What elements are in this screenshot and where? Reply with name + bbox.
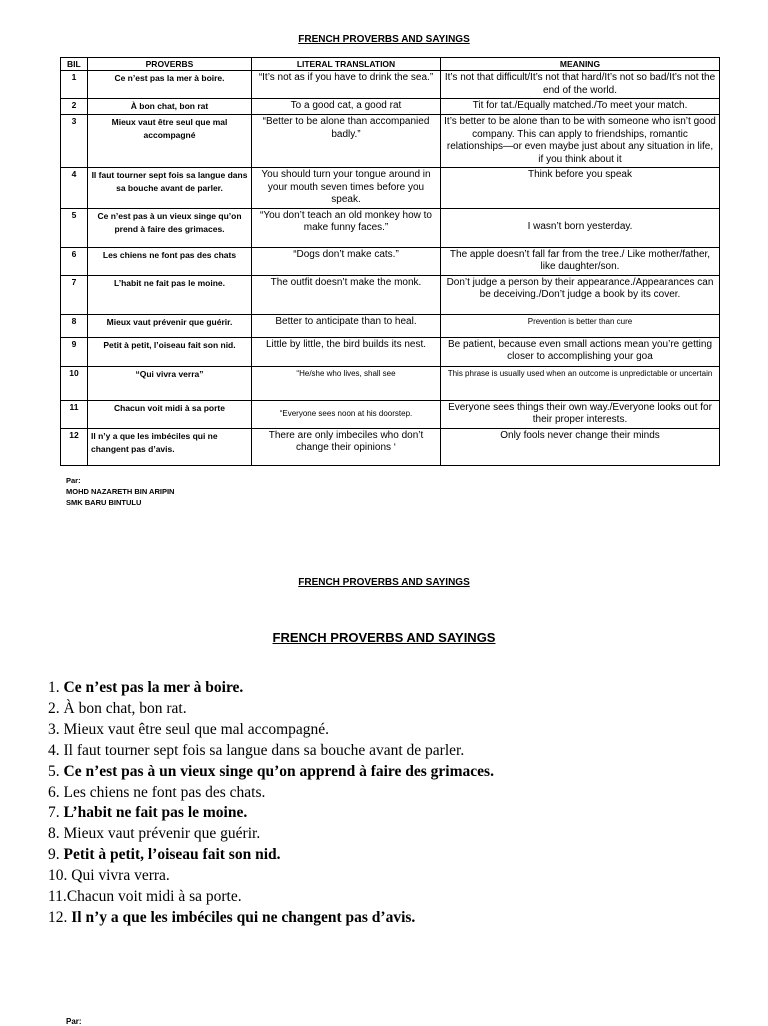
literal-cell: Better to anticipate than to heal. bbox=[252, 314, 441, 337]
list-item: 4. Il faut tourner sept fois sa langue dans sa bouche avant de parler. bbox=[48, 741, 465, 759]
literal-cell: “Everyone sees noon at his doorstep. bbox=[252, 400, 441, 428]
row-number: 5 bbox=[61, 208, 88, 247]
meaning-cell: Only fools never change their minds bbox=[441, 428, 720, 465]
literal-cell: “You don’t teach an old monkey how to make funny faces.” bbox=[252, 208, 441, 247]
table-row bbox=[61, 99, 720, 115]
table-header-row bbox=[61, 58, 720, 71]
proverb-cell: Ce n’est pas à un vieux singe qu’on prend à faire des grimaces. bbox=[88, 208, 252, 247]
meaning-cell: I wasn’t born yesterday. bbox=[441, 208, 720, 247]
credits bbox=[66, 475, 174, 508]
header-proverbs: PROVERBS bbox=[88, 58, 252, 71]
proverb-cell: “Qui vivra verra” bbox=[88, 366, 252, 400]
proverb-cell: Ce n’est pas la mer à boire. bbox=[88, 71, 252, 99]
header-bil: BIL bbox=[61, 58, 88, 71]
meaning-cell: Don’t judge a person by their appearance./Appearances can be deceiving./Don’t judge a book by its cover. bbox=[441, 275, 720, 314]
proverb-cell: Petit à petit, l’oiseau fait son nid. bbox=[88, 337, 252, 366]
list-item: 10. Qui vivra verra. bbox=[48, 867, 170, 885]
header-meaning: MEANING bbox=[441, 58, 720, 71]
row-number: 8 bbox=[61, 314, 88, 337]
proverb-cell: À bon chat, bon rat bbox=[88, 99, 252, 115]
literal-cell: There are only imbeciles who don’t change their opinions ‘ bbox=[252, 428, 441, 465]
credits-school: SMK BARU BINTULU bbox=[66, 498, 142, 507]
table-row bbox=[61, 400, 720, 428]
table-row bbox=[61, 337, 720, 366]
table-row bbox=[61, 208, 720, 247]
row-number: 4 bbox=[61, 168, 88, 209]
table-row bbox=[61, 115, 720, 168]
table-row bbox=[61, 71, 720, 99]
row-number: 9 bbox=[61, 337, 88, 366]
proverb-cell: Chacun voit midi à sa porte bbox=[88, 400, 252, 428]
list-item: 7. L’habit ne fait pas le moine. bbox=[48, 804, 248, 822]
list-item: 5. Ce n’est pas à un vieux singe qu’on apprend à faire des grimaces. bbox=[48, 762, 494, 780]
row-number: 12 bbox=[61, 428, 88, 465]
table-row bbox=[61, 428, 720, 465]
meaning-cell: Prevention is better than cure bbox=[441, 314, 720, 337]
literal-cell: Little by little, the bird builds its nest. bbox=[252, 337, 441, 366]
list-item: 1. Ce n’est pas la mer à boire. bbox=[48, 679, 244, 696]
par-label: Par: bbox=[66, 1017, 82, 1026]
list-item: 11.Chacun voit midi à sa porte. bbox=[48, 888, 242, 906]
proverb-cell: Mieux vaut être seul que mal accompagné bbox=[88, 115, 252, 168]
literal-cell: “It’s not as if you have to drink the sea.” bbox=[252, 71, 441, 99]
meaning-cell: The apple doesn’t fall far from the tree./ Like mother/father, like daughter/son. bbox=[441, 247, 720, 275]
row-number: 1 bbox=[61, 71, 88, 99]
literal-cell: To a good cat, a good rat bbox=[252, 99, 441, 115]
literal-cell: “Dogs don’t make cats.” bbox=[252, 247, 441, 275]
meaning-cell: It’s not that difficult/It’s not that hard/It’s not so bad/It’s not the end of the world. bbox=[441, 71, 720, 99]
list-item: 3. Mieux vaut être seul que mal accompagné. bbox=[48, 720, 330, 738]
literal-cell: You should turn your tongue around in your mouth seven times before you speak. bbox=[252, 168, 441, 209]
list-item: 9. Petit à petit, l’oiseau fait son nid. bbox=[48, 846, 281, 864]
meaning-cell: Be patient, because even small actions mean you’re getting closer to accomplishing your goa bbox=[441, 337, 720, 366]
table-row bbox=[61, 366, 720, 400]
list-item: 12. Il n’y a que les imbéciles qui ne changent pas d’avis. bbox=[48, 908, 416, 926]
row-number: 2 bbox=[61, 99, 88, 115]
literal-cell: The outfit doesn’t make the monk. bbox=[252, 275, 441, 314]
proverb-cell: Il faut tourner sept fois sa langue dans sa bouche avant de parler. bbox=[88, 168, 252, 209]
proverbs-table bbox=[60, 57, 720, 466]
row-number: 7 bbox=[61, 275, 88, 314]
table-row bbox=[61, 168, 720, 209]
literal-cell: “Better to be alone than accompanied badly.” bbox=[252, 115, 441, 168]
page-title: FRENCH PROVERBS AND SAYINGS bbox=[298, 34, 470, 45]
table-row bbox=[61, 275, 720, 314]
proverb-cell: Mieux vaut prévenir que guérir. bbox=[88, 314, 252, 337]
row-number: 3 bbox=[61, 115, 88, 168]
proverb-cell: Les chiens ne font pas des chats bbox=[88, 247, 252, 275]
list-title: FRENCH PROVERBS AND SAYINGS bbox=[272, 630, 496, 645]
list-item: 8. Mieux vaut prévenir que guérir. bbox=[48, 825, 261, 843]
proverb-list bbox=[48, 678, 494, 929]
meaning-cell: It’s better to be alone than to be with someone who isn’t good company. This can apply to friendships, romantic relationships—or even maybe just about any situation in life, if you think about it bbox=[441, 115, 720, 168]
section-title: FRENCH PROVERBS AND SAYINGS bbox=[298, 577, 470, 588]
list-item: 6. Les chiens ne font pas des chats. bbox=[48, 783, 266, 801]
header-literal: LITERAL TRANSLATION bbox=[252, 58, 441, 71]
proverb-cell: Il n’y a que les imbéciles qui ne changent pas d’avis. bbox=[88, 428, 252, 465]
credits-par: Par: bbox=[66, 476, 81, 485]
row-number: 6 bbox=[61, 247, 88, 275]
meaning-cell: Tit for tat./Equally matched./To meet your match. bbox=[441, 99, 720, 115]
table-row bbox=[61, 247, 720, 275]
meaning-cell: Everyone sees things their own way./Everyone looks out for their proper interests. bbox=[441, 400, 720, 428]
table-row bbox=[61, 314, 720, 337]
row-number: 11 bbox=[61, 400, 88, 428]
proverb-cell: L’habit ne fait pas le moine. bbox=[88, 275, 252, 314]
credits-author: MOHD NAZARETH BIN ARIPIN bbox=[66, 487, 175, 496]
literal-cell: “He/she who lives, shall see bbox=[252, 366, 441, 400]
meaning-cell: Think before you speak bbox=[441, 168, 720, 209]
meaning-cell: This phrase is usually used when an outcome is unpredictable or uncertain bbox=[441, 366, 720, 400]
list-item: 2. À bon chat, bon rat. bbox=[48, 699, 187, 717]
row-number: 10 bbox=[61, 366, 88, 400]
